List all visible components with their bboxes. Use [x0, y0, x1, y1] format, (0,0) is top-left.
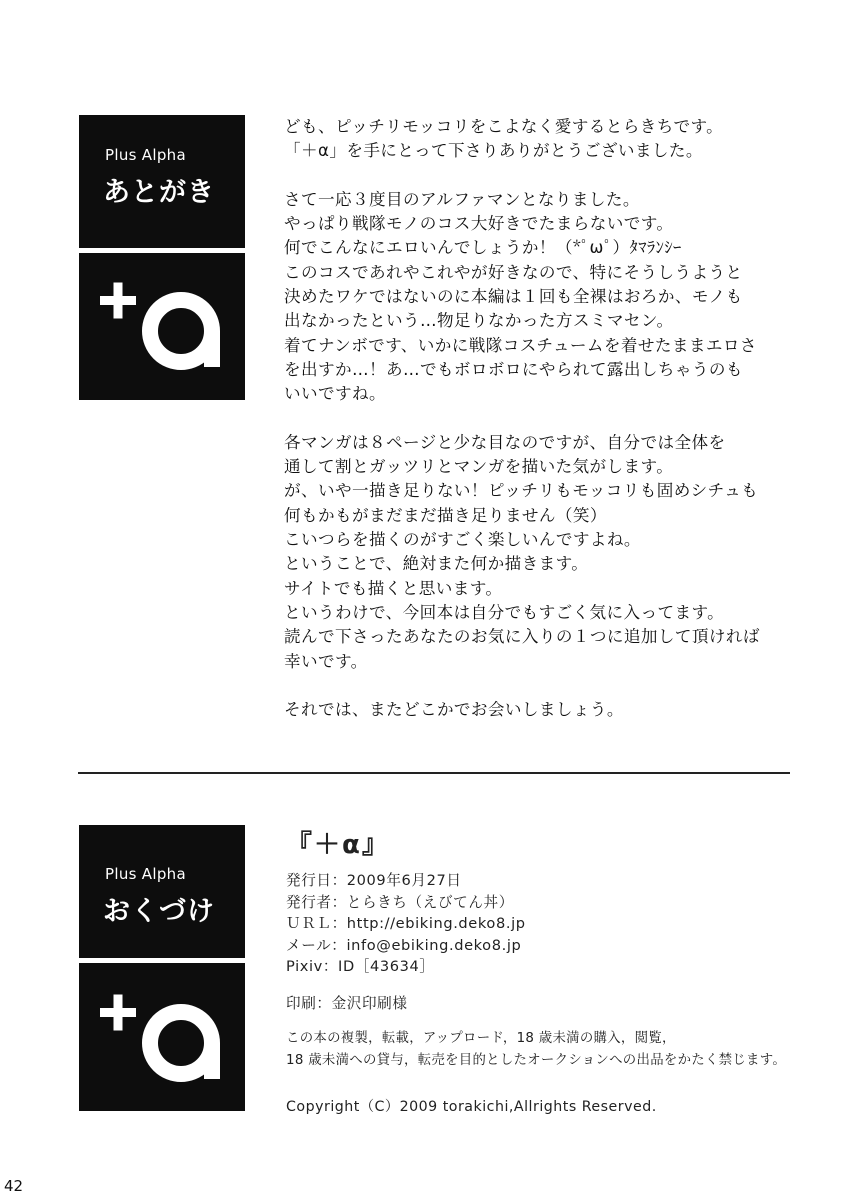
colophon-notice: [286, 1028, 786, 1071]
plus-alpha-logo-icon: [79, 253, 245, 400]
colophon-info-line: メール：info@ebiking.deko8.jp: [286, 936, 522, 954]
essay-line: このコスであれやこれやが好きなので、特にそうしうようと: [284, 262, 743, 282]
essay-line: 読んで下さったあなたのお気に入りの１つに追加して頂ければ: [284, 627, 760, 647]
essay-line: 着てナンボです、いかに戦隊コスチュームを着せたままエロさ: [284, 335, 757, 355]
colophon-logo-block: [79, 963, 245, 1111]
colophon-header-block: [79, 825, 245, 958]
afterword-essay: [284, 115, 804, 722]
colophon-info-line: 発行日：2009年6月27日: [286, 872, 462, 889]
essay-line: が、いや一描き足りない！ピッチリもモッコリも固めシチュも: [284, 481, 759, 501]
essay-line: やっぱり戦隊モノのコス大好きでたまらないです。: [284, 214, 674, 234]
colophon-notice-line: この本の複製，転載，アップロード，18 歳未満の購入，閲覧，: [286, 1031, 676, 1046]
essay-line: さて一応３度目のアルファマンとなりました。: [284, 189, 640, 209]
colophon-info-line: ＵＲＬ：http://ebiking.deko8.jp: [286, 915, 526, 933]
essay-line: [284, 164, 804, 188]
essay-line: を出すか…！あ…でもボロボロにやられて露出しちゃうのも: [284, 359, 743, 379]
essay-line: 各マンガは８ページと少な目なのですが、自分では全体を: [284, 432, 726, 452]
essay-line: 出なかったという…物足りなかった方スミマセン。: [284, 311, 674, 331]
colophon-notice-line: 18 歳未満への貸与，転売を目的としたオークションへの出品をかたく禁じます。: [286, 1052, 787, 1068]
essay-line: 何でこんなにエロいんでしょうか！（*ﾟωﾟ）ﾀﾏﾗﾝｼｰ: [284, 238, 682, 258]
colophon-header-small: Plus Alpha: [105, 865, 186, 883]
colophon-book-title: 『＋α』: [286, 830, 390, 860]
afterword-header-title: あとがき: [103, 177, 215, 208]
afterword-header-block: [79, 115, 245, 248]
essay-line: 「＋α」を手にとって下さりありがとうございました。: [284, 141, 703, 161]
colophon-info-line: 発行者：とらきち（えびてん丼）: [286, 893, 514, 911]
essay-line: こいつらを描くのがすごく楽しいんですよね。: [284, 530, 641, 550]
essay-line: 通して割とガッツリとマンガを描いた気がします。: [284, 457, 674, 477]
plus-alpha-logo-block: [79, 253, 245, 400]
essay-line: というわけで、今回本は自分でもすごく気に入ってます。: [284, 602, 725, 622]
section-divider: [78, 772, 790, 774]
essay-line: それでは、またどこかでお会いしましょう。: [284, 700, 624, 720]
plus-alpha-logo-icon: [79, 963, 245, 1111]
essay-line: ども、ピッチリモッコリをこよなく愛するとらきちです。: [284, 117, 724, 136]
colophon-header-title: おくづけ: [103, 896, 215, 927]
essay-line: いいですね。: [284, 384, 386, 404]
colophon-info: [286, 870, 526, 978]
essay-line: ということで、絶対また何か描きます。: [284, 554, 589, 574]
essay-line: [284, 407, 804, 431]
colophon-info-line: Pixiv：ID［43634］: [286, 958, 435, 976]
essay-line: サイトでも描くと思います。: [284, 578, 503, 598]
afterword-header-small: Plus Alpha: [105, 146, 186, 164]
page-number: 42: [4, 1177, 24, 1195]
essay-line: 何もかもがまだまだ描き足りません（笑）: [284, 505, 607, 525]
colophon-copyright: Copyright（C）2009 torakichi,Allrights Reserved.: [286, 1099, 657, 1115]
essay-line: 幸いです。: [284, 651, 368, 671]
essay-line: [284, 674, 804, 698]
essay-line: 決めたワケではないのに本編は１回も全裸はおろか、モノも: [284, 287, 743, 307]
colophon-printer: 印刷：金沢印刷様: [286, 995, 408, 1012]
